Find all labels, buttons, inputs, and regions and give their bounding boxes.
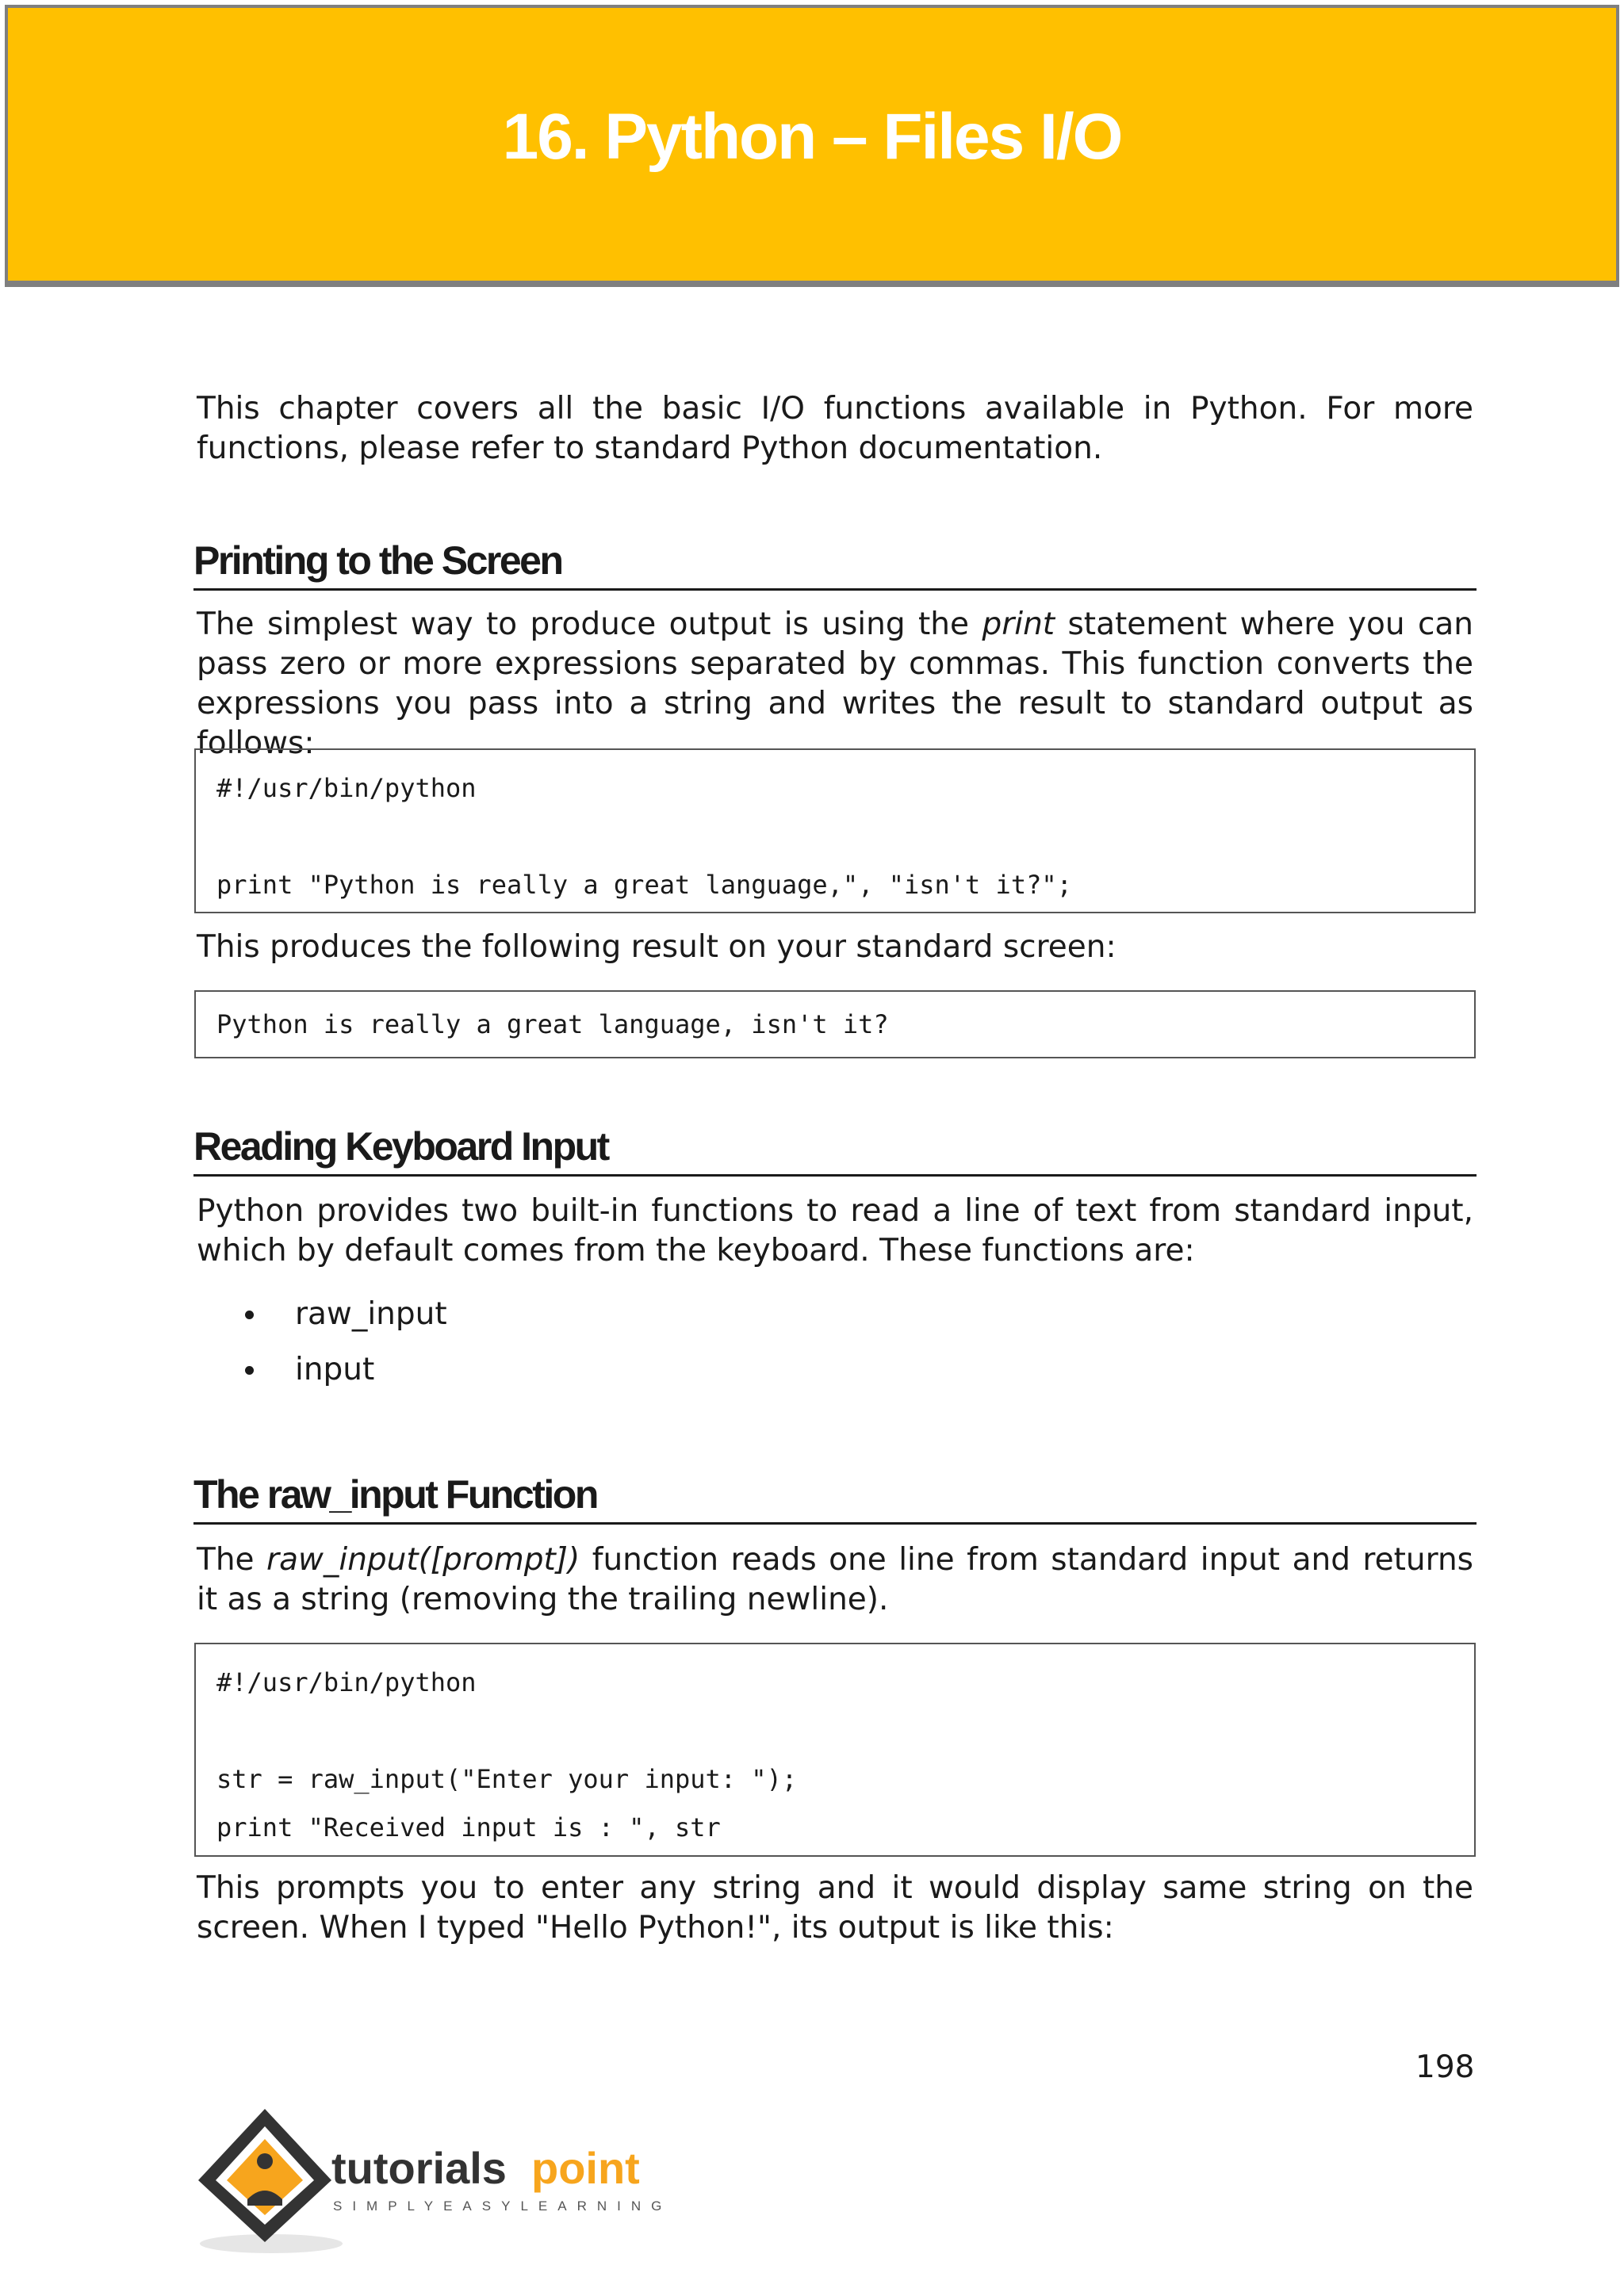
logo-tagline: SIMPLYEASYLEARNING <box>333 2198 672 2214</box>
raw-input-paragraph <box>197 1540 1473 1620</box>
function-list <box>197 1287 1473 1398</box>
list-item <box>197 1287 1473 1342</box>
tutorialspoint-logo <box>192 2103 684 2261</box>
keyboard-paragraph: Python provides two built-in functions to read a line of text from standard input, which by default comes from the keyboard. These functions are: <box>197 1193 1473 1269</box>
intro-paragraph: This chapter covers all the basic I/O functions available in Python. For more functions, please refer to standard Python documentation. <box>197 391 1473 466</box>
bullet-icon <box>245 1366 254 1375</box>
section-heading-raw-input: The raw_input Function <box>193 1470 1477 1525</box>
code-line: #!/usr/bin/python <box>216 773 477 803</box>
raw-input-para-post: function reads one line from standard input and returns it as a string (removing the trailing newline). <box>197 1542 1473 1617</box>
code-line: print "Python is really a great language,", "isn't it?"; <box>216 870 1072 900</box>
section-heading-printing: Printing to the Screen <box>193 536 1477 591</box>
code-line: #!/usr/bin/python <box>216 1667 477 1697</box>
raw-input-after-paragraph: This prompts you to enter any string and it would display same string on the screen. When I typed "Hello Python!", its output is like this: <box>197 1870 1473 1946</box>
bullet-icon <box>245 1311 254 1319</box>
result-intro: This produces the following result on your standard screen: <box>197 929 1116 965</box>
chapter-banner <box>5 5 1619 287</box>
code-line: str = raw_input("Enter your input: "); <box>216 1764 798 1794</box>
raw-input-para-em: raw_input([prompt]) <box>266 1542 580 1578</box>
page-number: 198 <box>1415 2049 1475 2085</box>
printing-para-em: print <box>982 607 1055 642</box>
logo-text-b: point <box>531 2143 640 2193</box>
printing-para-pre: The simplest way to produce output is using the <box>197 607 982 642</box>
code-block-print <box>194 748 1476 913</box>
logo-text-a: tutorials <box>331 2143 507 2193</box>
printing-paragraph <box>197 605 1473 763</box>
raw-input-para-pre: The <box>197 1542 267 1578</box>
code-line <box>216 813 1454 861</box>
code-line <box>216 1707 1454 1755</box>
list-item <box>197 1342 1473 1398</box>
printing-para-post: statement where you can pass zero or more expressions separated by commas. This function converts the expressions you pass into a string and writes the result to standard output as follows: <box>197 607 1474 761</box>
chapter-title: 16. Python – Files I/O <box>502 101 1122 173</box>
section-heading-keyboard: Reading Keyboard Input <box>193 1122 1477 1177</box>
list-item-label: raw_input <box>295 1296 447 1332</box>
code-block-result <box>194 990 1476 1058</box>
code-block-raw-input <box>194 1643 1476 1857</box>
code-line: print "Received input is : ", str <box>216 1812 721 1843</box>
list-item-label: input <box>295 1352 375 1387</box>
code-line: Python is really a great language, isn't it? <box>216 1009 889 1039</box>
